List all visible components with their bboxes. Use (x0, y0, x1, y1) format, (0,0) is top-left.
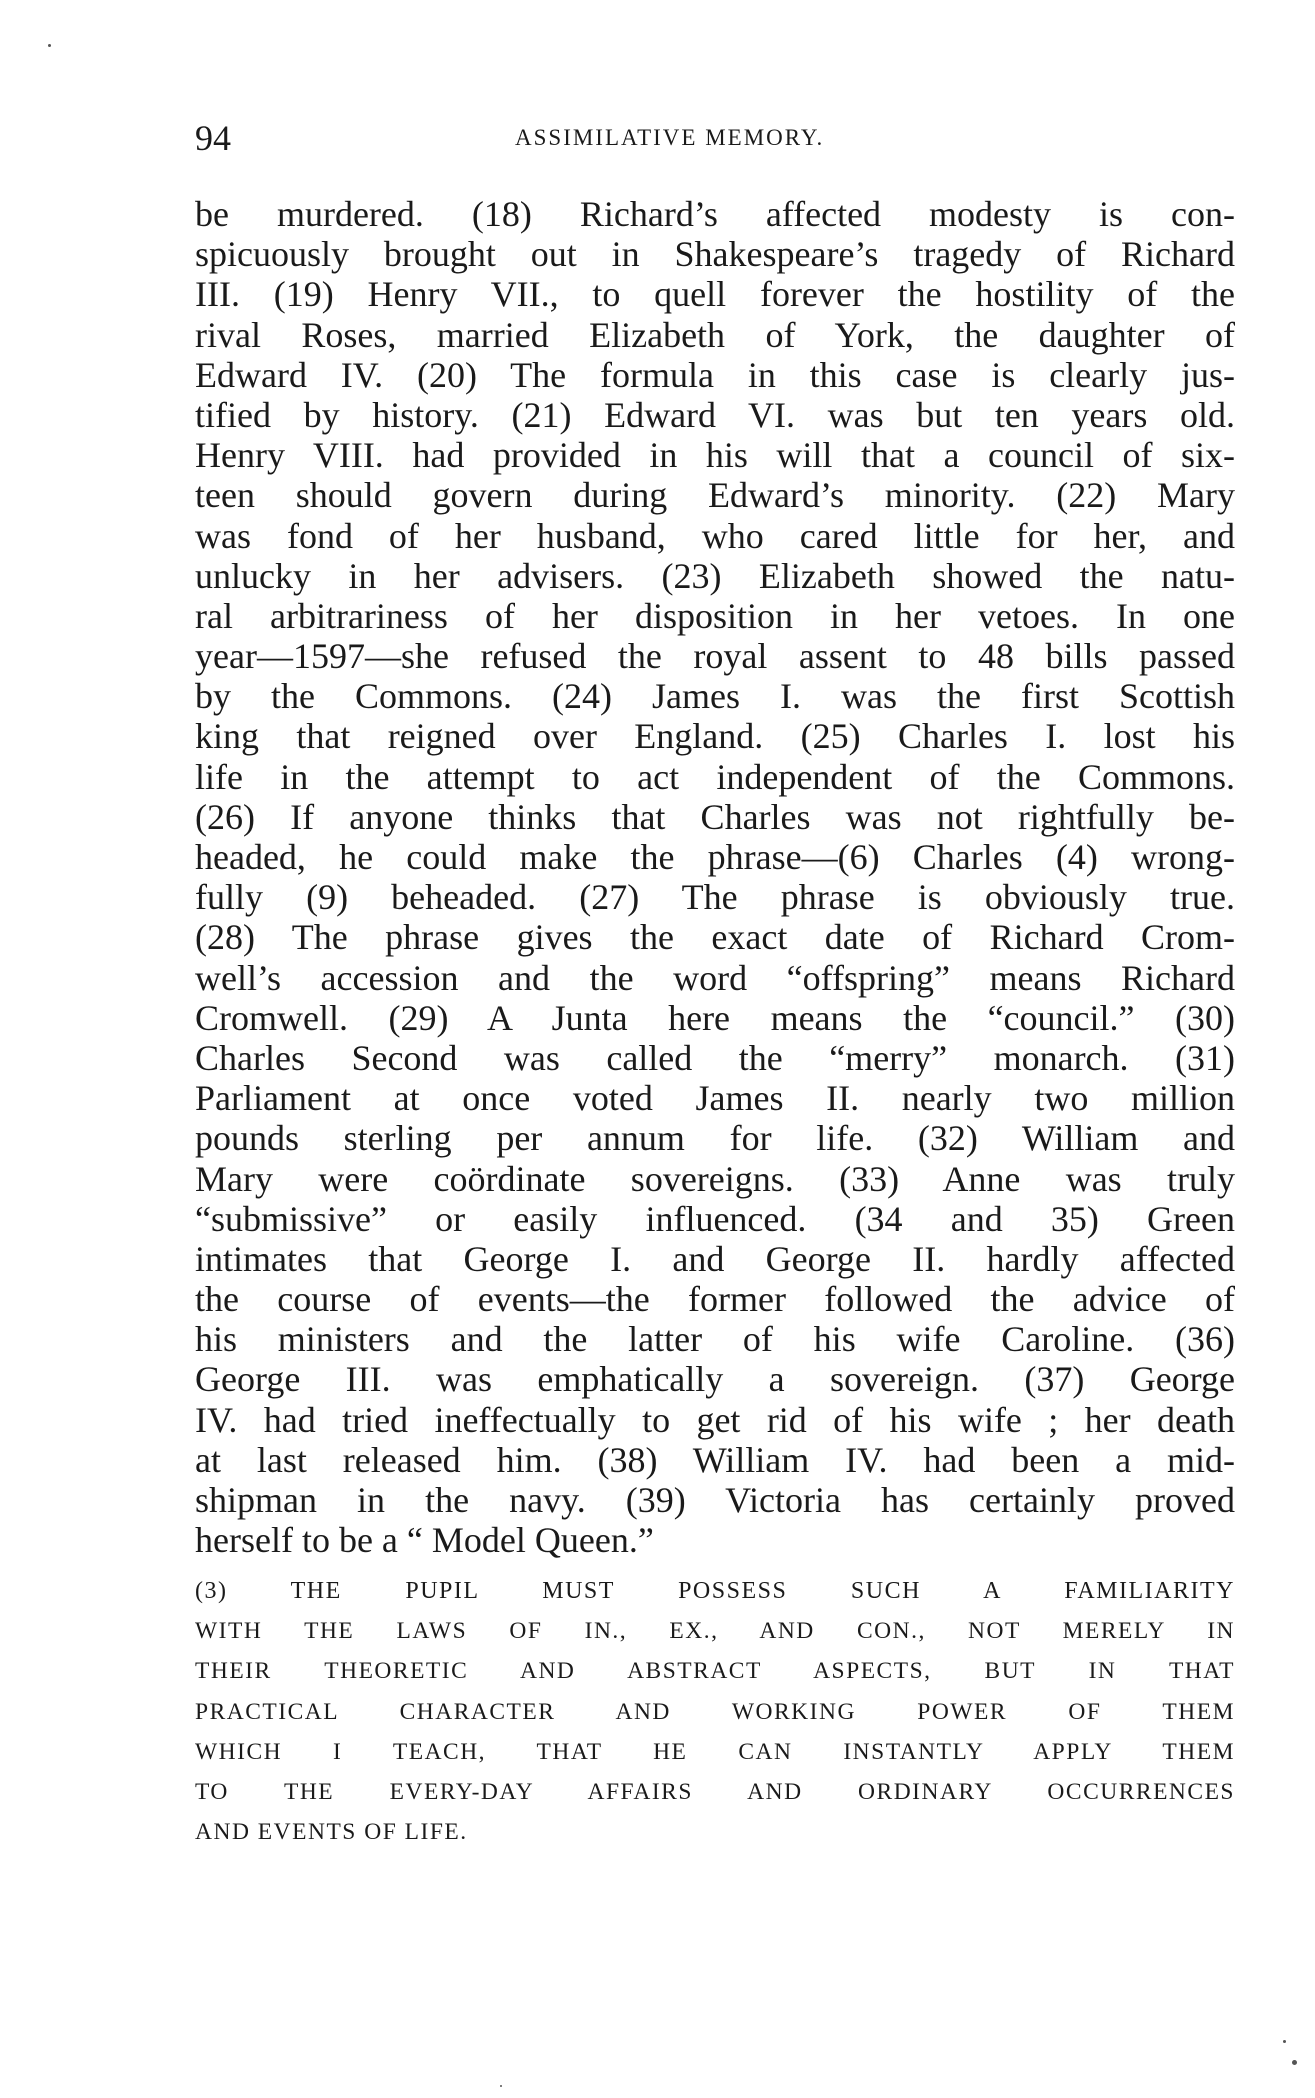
text-line: Charles Second was called the “merry” monarch. (31) (195, 1037, 1235, 1078)
text-line: (26) If anyone thinks that Charles was not rightfully be- (195, 796, 1235, 837)
text-line: Mary were coördinate sovereigns. (33) Anne was truly (195, 1158, 1235, 1199)
text-line: year—1597—she refused the royal assent to 48 bills passed (195, 636, 1235, 677)
running-head: ASSIMILATIVE MEMORY. (515, 125, 825, 150)
text-line: rival Roses, married Elizabeth of York, the daughter of (195, 314, 1235, 355)
text-line: fully (9) beheaded. (27) The phrase is obviously true. (195, 877, 1235, 918)
text-line: king that reigned over England. (25) Charles I. lost his (195, 716, 1235, 757)
text-line: intimates that George I. and George II. hardly affected (195, 1238, 1235, 1279)
text-line: teen should govern during Edward’s minority. (22) Mary (195, 475, 1235, 516)
rule-line: WITH THE LAWS OF IN., EX., AND CON., NOT MERELY IN (195, 1618, 1235, 1645)
text-line: by the Commons. (24) James I. was the first Scottish (195, 676, 1235, 717)
text-line: George III. was emphatically a sovereign. (37) George (195, 1359, 1235, 1400)
rule-line: TO THE EVERY-DAY AFFAIRS AND ORDINARY OCCURRENCES (195, 1778, 1235, 1805)
rule-paragraph (195, 1571, 1235, 1852)
text-line: “submissive” or easily influenced. (34 and 35) Green (195, 1198, 1235, 1239)
text-line: (28) The phrase gives the exact date of Richard Crom- (195, 917, 1235, 958)
text-line: Henry VIII. had provided in his will that a council of six- (195, 435, 1235, 476)
rule-line: (3) THE PUPIL MUST POSSESS SUCH A FAMILIARITY (195, 1578, 1235, 1604)
text-line: his ministers and the latter of his wife Caroline. (36) (195, 1319, 1235, 1360)
text-line: III. (19) Henry VII., to quell forever the hostility of the (195, 274, 1235, 315)
rule-line: AND EVENTS OF LIFE. (195, 1819, 468, 1846)
rule-line: WHICH I TEACH, THAT HE CAN INSTANTLY APPLY THEM (195, 1738, 1235, 1765)
rule-line: THEIR THEORETIC AND ABSTRACT ASPECTS, BUT IN THAT (195, 1658, 1235, 1685)
text-line: at last released him. (38) William IV. had been a mid- (195, 1439, 1235, 1480)
text-line: ral arbitrariness of her disposition in her vetoes. In one (195, 595, 1235, 636)
text-line: Cromwell. (29) A Junta here means the “council.” (30) (195, 997, 1235, 1038)
text-line: be murdered. (18) Richard’s affected modesty is con- (195, 194, 1235, 234)
text-line: pounds sterling per annum for life. (32) William and (195, 1118, 1235, 1159)
text-line: Edward IV. (20) The formula in this case is clearly jus- (195, 354, 1235, 395)
paper-speck (1292, 2060, 1297, 2065)
paper-speck (500, 2085, 502, 2087)
text-line: herself to be a “ Model Queen.” (195, 1520, 654, 1561)
text-line: well’s accession and the word “offspring” means Richard (195, 957, 1235, 998)
body-paragraph (195, 194, 1235, 1560)
text-line: IV. had tried ineffectually to get rid of his wife ; her death (195, 1399, 1235, 1440)
text-line: unlucky in her advisers. (23) Elizabeth showed the natu- (195, 555, 1235, 596)
text-line: life in the attempt to act independent of the Commons. (195, 756, 1235, 797)
paper-speck (48, 44, 51, 47)
text-line: spicuously brought out in Shakespeare’s tragedy of Richard (195, 234, 1235, 275)
rule-line: PRACTICAL CHARACTER AND WORKING POWER OF THEM (195, 1698, 1235, 1725)
text-line: tified by history. (21) Edward VI. was but ten years old. (195, 394, 1235, 435)
text-line: Parliament at once voted James II. nearly two million (195, 1078, 1235, 1119)
page-number: 94 (195, 118, 231, 158)
text-line: shipman in the navy. (39) Victoria has certainly proved (195, 1480, 1235, 1520)
text-line: was fond of her husband, who cared little for her, and (195, 515, 1235, 556)
text-line: headed, he could make the phrase—(6) Charles (4) wrong- (195, 837, 1235, 877)
paper-speck (1283, 2040, 1286, 2043)
text-line: the course of events—the former followed the advice of (195, 1279, 1235, 1320)
